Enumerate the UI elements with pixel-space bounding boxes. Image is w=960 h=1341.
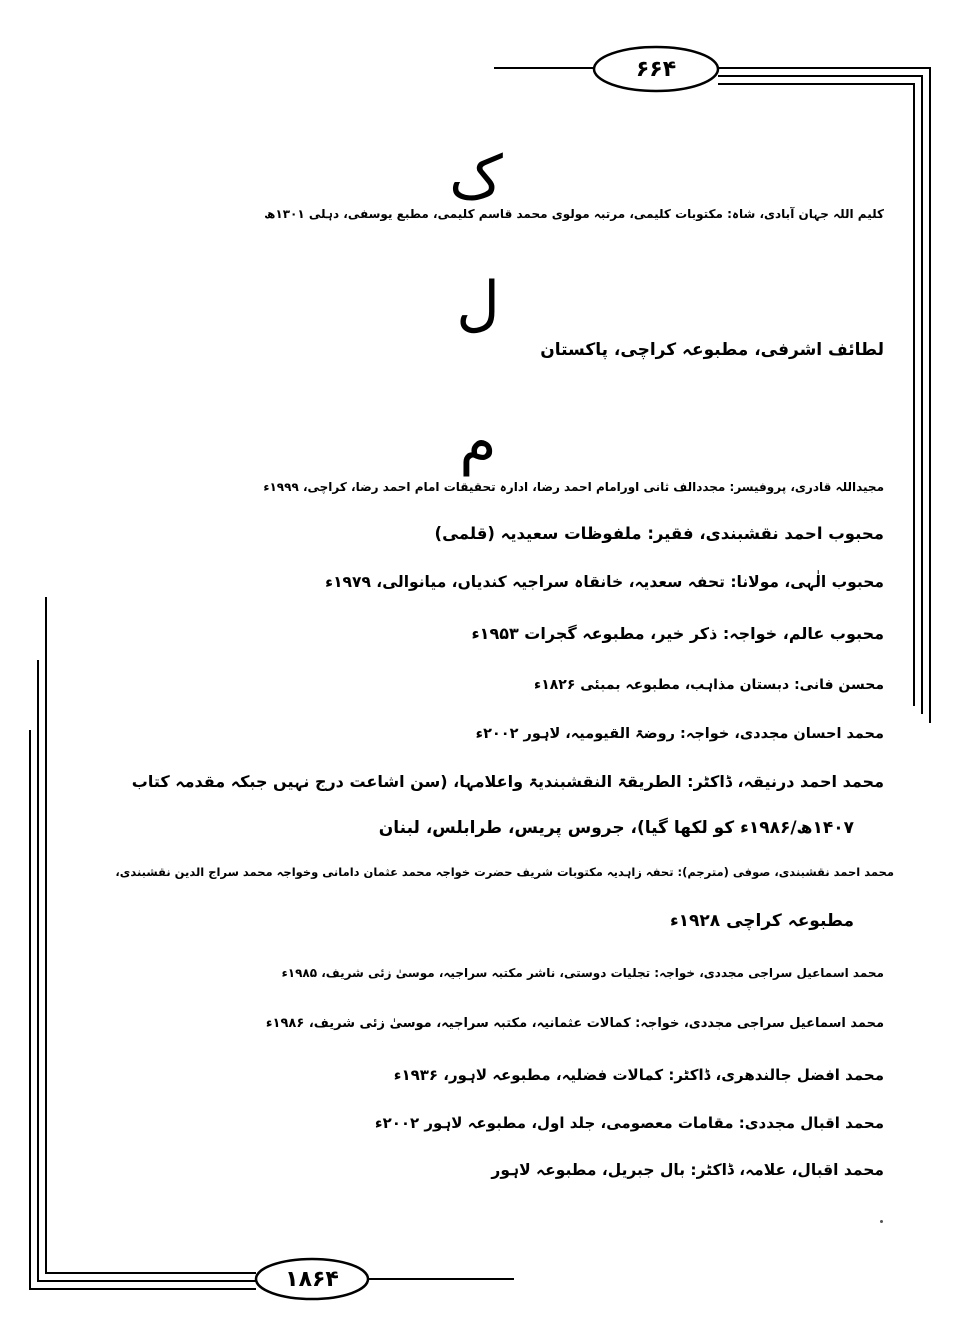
bibliography-entry-continuation: مطبوعہ کراچی ۱۹۲۸ء	[669, 911, 854, 931]
bibliography-entry: محمد احمد درنیقہ، ڈاکٹر: الطریقۃ النقشبندیۃ واعلامہا، (سن اشاعت درج نہیں جبکہ مقدمہ کتاب	[131, 772, 884, 791]
bibliography-entry: محمد اسماعیل سراجی مجددی، خواجہ: کمالات عثمانیہ، مکتبہ سراجیہ، موسیٰ زئی شریف، ۱۹۸۶ء	[265, 1016, 884, 1031]
section-letter-mim: م	[459, 407, 497, 477]
frame-line-left-2	[38, 660, 256, 1281]
bibliography-entry-continuation: ۱۴۰۷ھ/۱۹۸۶ء کو لکھا گیا)، جروس پریس، طرابلس، لبنان	[378, 818, 854, 838]
bibliography-entry: محبوب الٰہی، مولانا: تحفہ سعدیہ، خانقاہ سراجیہ کندیاں، میانوالی، ۱۹۷۹ء	[325, 573, 884, 591]
scan-speck	[880, 1220, 883, 1223]
bibliography-entry: محبوب عالم، خواجہ: ذکر خیر، مطبوعہ گجرات ۱۹۵۳ء	[471, 624, 884, 643]
bibliography-entry: محمد احسان مجددی، خواجہ: روضۃ القیومیہ، لاہور ۲۰۰۲ء	[475, 726, 884, 742]
bibliography-entry: لطائف اشرفی، مطبوعہ کراچی، پاکستان	[540, 340, 884, 360]
frame-line-left-3	[30, 730, 256, 1289]
bibliography-entry: محمد افضل جالندھری، ڈاکٹر: کمالات فضلیہ، مطبوعہ لاہور، ۱۹۳۶ء	[393, 1066, 884, 1084]
bibliography-entry: مجیداللہ قادری، پروفیسر: مجددالف ثانی اورامام احمد رضا، ادارہ تحقیقات امام احمد رضا، کراچی، ۱۹۹۹ء	[263, 480, 884, 494]
bibliography-entry: محبوب احمد نقشبندی، فقیر: ملفوظات سعیدیہ (قلمی)	[434, 524, 884, 543]
bibliography-entry: محمد اسماعیل سراجی مجددی، خواجہ: تجلیات دوستی، ناشر مکتبہ سراجیہ، موسیٰ زئی شریف، ۱۹۸۵ء	[281, 966, 884, 980]
bibliography-entry: کلیم اللہ جہان آبادی، شاہ: مکتوبات کلیمی، مرتبہ مولوی محمد قاسم کلیمی، مطبع یوسفی، دہلی ۱۳۰۱ھ	[264, 207, 884, 221]
bibliography-entry: محمد احمد نقشبندی، صوفی (مترجم): تحفہ زاہدیہ مکتوبات شریف حضرت خواجہ محمد عثمان دامانی وخواجہ محمد سراج الدین نقشبندی،	[115, 865, 894, 879]
frame-line-top-2	[718, 76, 922, 714]
frame-line-left-1	[46, 597, 256, 1273]
bibliography-entry: محمد اقبال مجددی: مقامات معصومی، جلد اول، مطبوعہ لاہور ۲۰۰۲ء	[374, 1114, 884, 1132]
bibliography-entry: محمد اقبال، علامہ، ڈاکٹر: بال جبریل، مطبوعہ لاہور	[491, 1161, 884, 1179]
bibliography-entry: محسن فانی: دبستان مذاہب، مطبوعہ بمبئی ۱۸۲۶ء	[534, 677, 884, 693]
bottom-page-number: ۱۸۶۴	[285, 1266, 339, 1292]
top-page-number: ۶۶۴	[635, 56, 677, 82]
frame-line-top-3	[718, 84, 914, 706]
section-letter-lam: ل	[456, 269, 500, 339]
section-letter-kaf: ک	[449, 143, 503, 213]
